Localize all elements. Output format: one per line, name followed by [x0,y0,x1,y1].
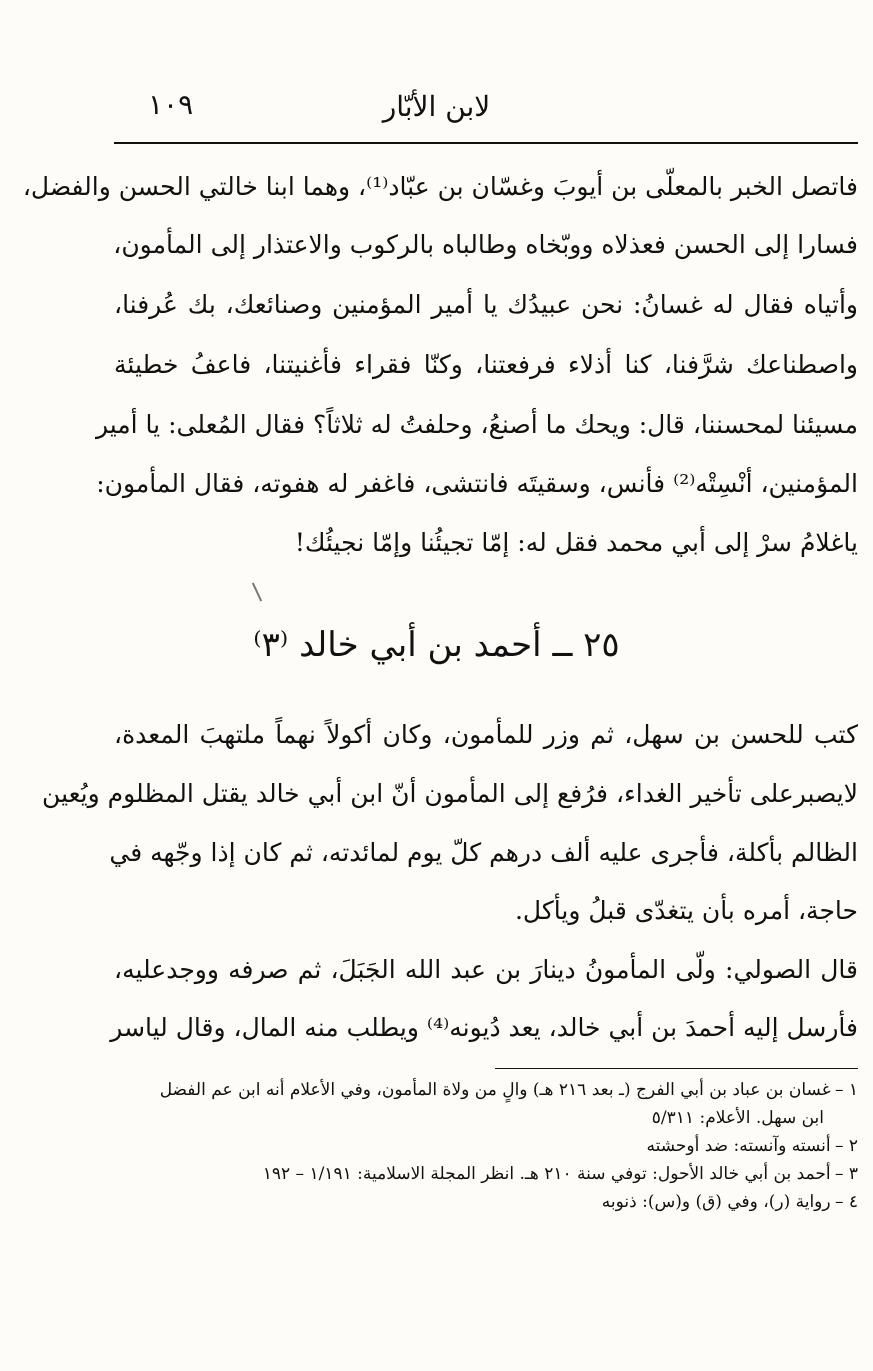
footnote-text: غسان بن عباد بن أبي الفرج (ـ بعد ٢١٦ هـ) والٍ من ولاة المأمون، وفي الأعلام أنه ابن عم الفضل [159,1080,831,1100]
text-line: حاجة، أمره بأن يتغدّى قبلُ ويأكل. [514,896,858,925]
footnote [114,1164,858,1184]
text-line: فاتصل الخبر بالمعلّى بن أيوبَ وغسّان بن عبّاد⁽¹⁾، وهما ابنا خالتي الحسن والفضل، [22,172,858,201]
text-line: الظالم بأكلة، فأجرى عليه ألف درهم كلّ يوم لمائدته، ثم كان إذا وجّهه في [109,838,858,867]
text-line: واصطناعك شرَّفنا، كنا أذلاء فرفعتنا، وكنّا فقراء فأغنيتنا، فاعفُ خطيئة [114,350,858,379]
footnote-text: أحمد بن أبي خالد الأحول: توفي سنة ٢١٠ هـ. انظر المجلة الاسلامية: ١/١٩١ – ١٩٢ [262,1164,831,1184]
footnote-number: ٣ – [834,1164,858,1184]
section-heading: ٢٥ ــ أحمد بن أبي خالد ⁽٣⁾ [253,625,620,665]
footnote-number: ٢ – [834,1136,858,1156]
text-line: كتب للحسن بن سهل، ثم وزر للمأمون، وكان أكولاً نهماً ملتهبَ المعدة، [114,720,858,749]
text-line: وأتياه فقال له غسانُ: نحن عبيدُك يا أمير المؤمنين وصنائعك، بك عُرفنا، [114,290,858,319]
text-line: مسيئنا لمحسننا، قال: ويحك ما أصنعُ، وحلفتُ له ثلاثاً؟ فقال المُعلى: يا أمير [95,410,858,439]
header-rule [114,142,858,144]
page-number: ١٠٩ [148,88,194,121]
footnote-text: ابن سهل. الأعلام: ٥/٣١١ [651,1108,824,1128]
scan-mark [252,583,262,602]
text-line: فسارا إلى الحسن فعذلاه ووبّخاه وطالباه بالركوب والاعتذار إلى المأمون، [113,230,858,259]
text-line: ياغلامُ سرْ إلى أبي محمد فقل له: إمّا تجيئُنا وإمّا نجيئُك! [294,528,858,557]
footnote [114,1192,858,1212]
footnote-number: ٤ – [834,1192,858,1212]
footnote-number: ١ – [834,1080,858,1100]
footnote [114,1080,858,1100]
footnote [114,1136,858,1156]
footnote-text: رواية (ر)، وفي (ق) و(س): ذنوبه [601,1192,831,1212]
text-line: فأرسل إليه أحمدَ بن أبي خالد، يعد دُيونه⁽⁴⁾ ويطلب منه المال، وقال لياسر [110,1013,858,1042]
footnote-rule [495,1068,858,1069]
footnote-text: أنسته وآنسته: ضد أوحشته [646,1136,831,1156]
running-title: لابن الأبّار [382,90,491,123]
text-line: قال الصولي: ولّى المأمونُ دينارَ بن عبد الله الجَبَلَ، ثم صرفه ووجدعليه، [114,955,858,984]
footnote [114,1108,858,1128]
text-line: المؤمنين، أنْسِتْه⁽²⁾ فأنس، وسقيتَه فانتشى، فاغفر له هفوته، فقال المأمون: [96,469,858,498]
text-line: لايصبرعلى تأخير الغداء، فرُفع إلى المأمون أنّ ابن أبي خالد يقتل المظلوم ويُعين [42,779,858,808]
